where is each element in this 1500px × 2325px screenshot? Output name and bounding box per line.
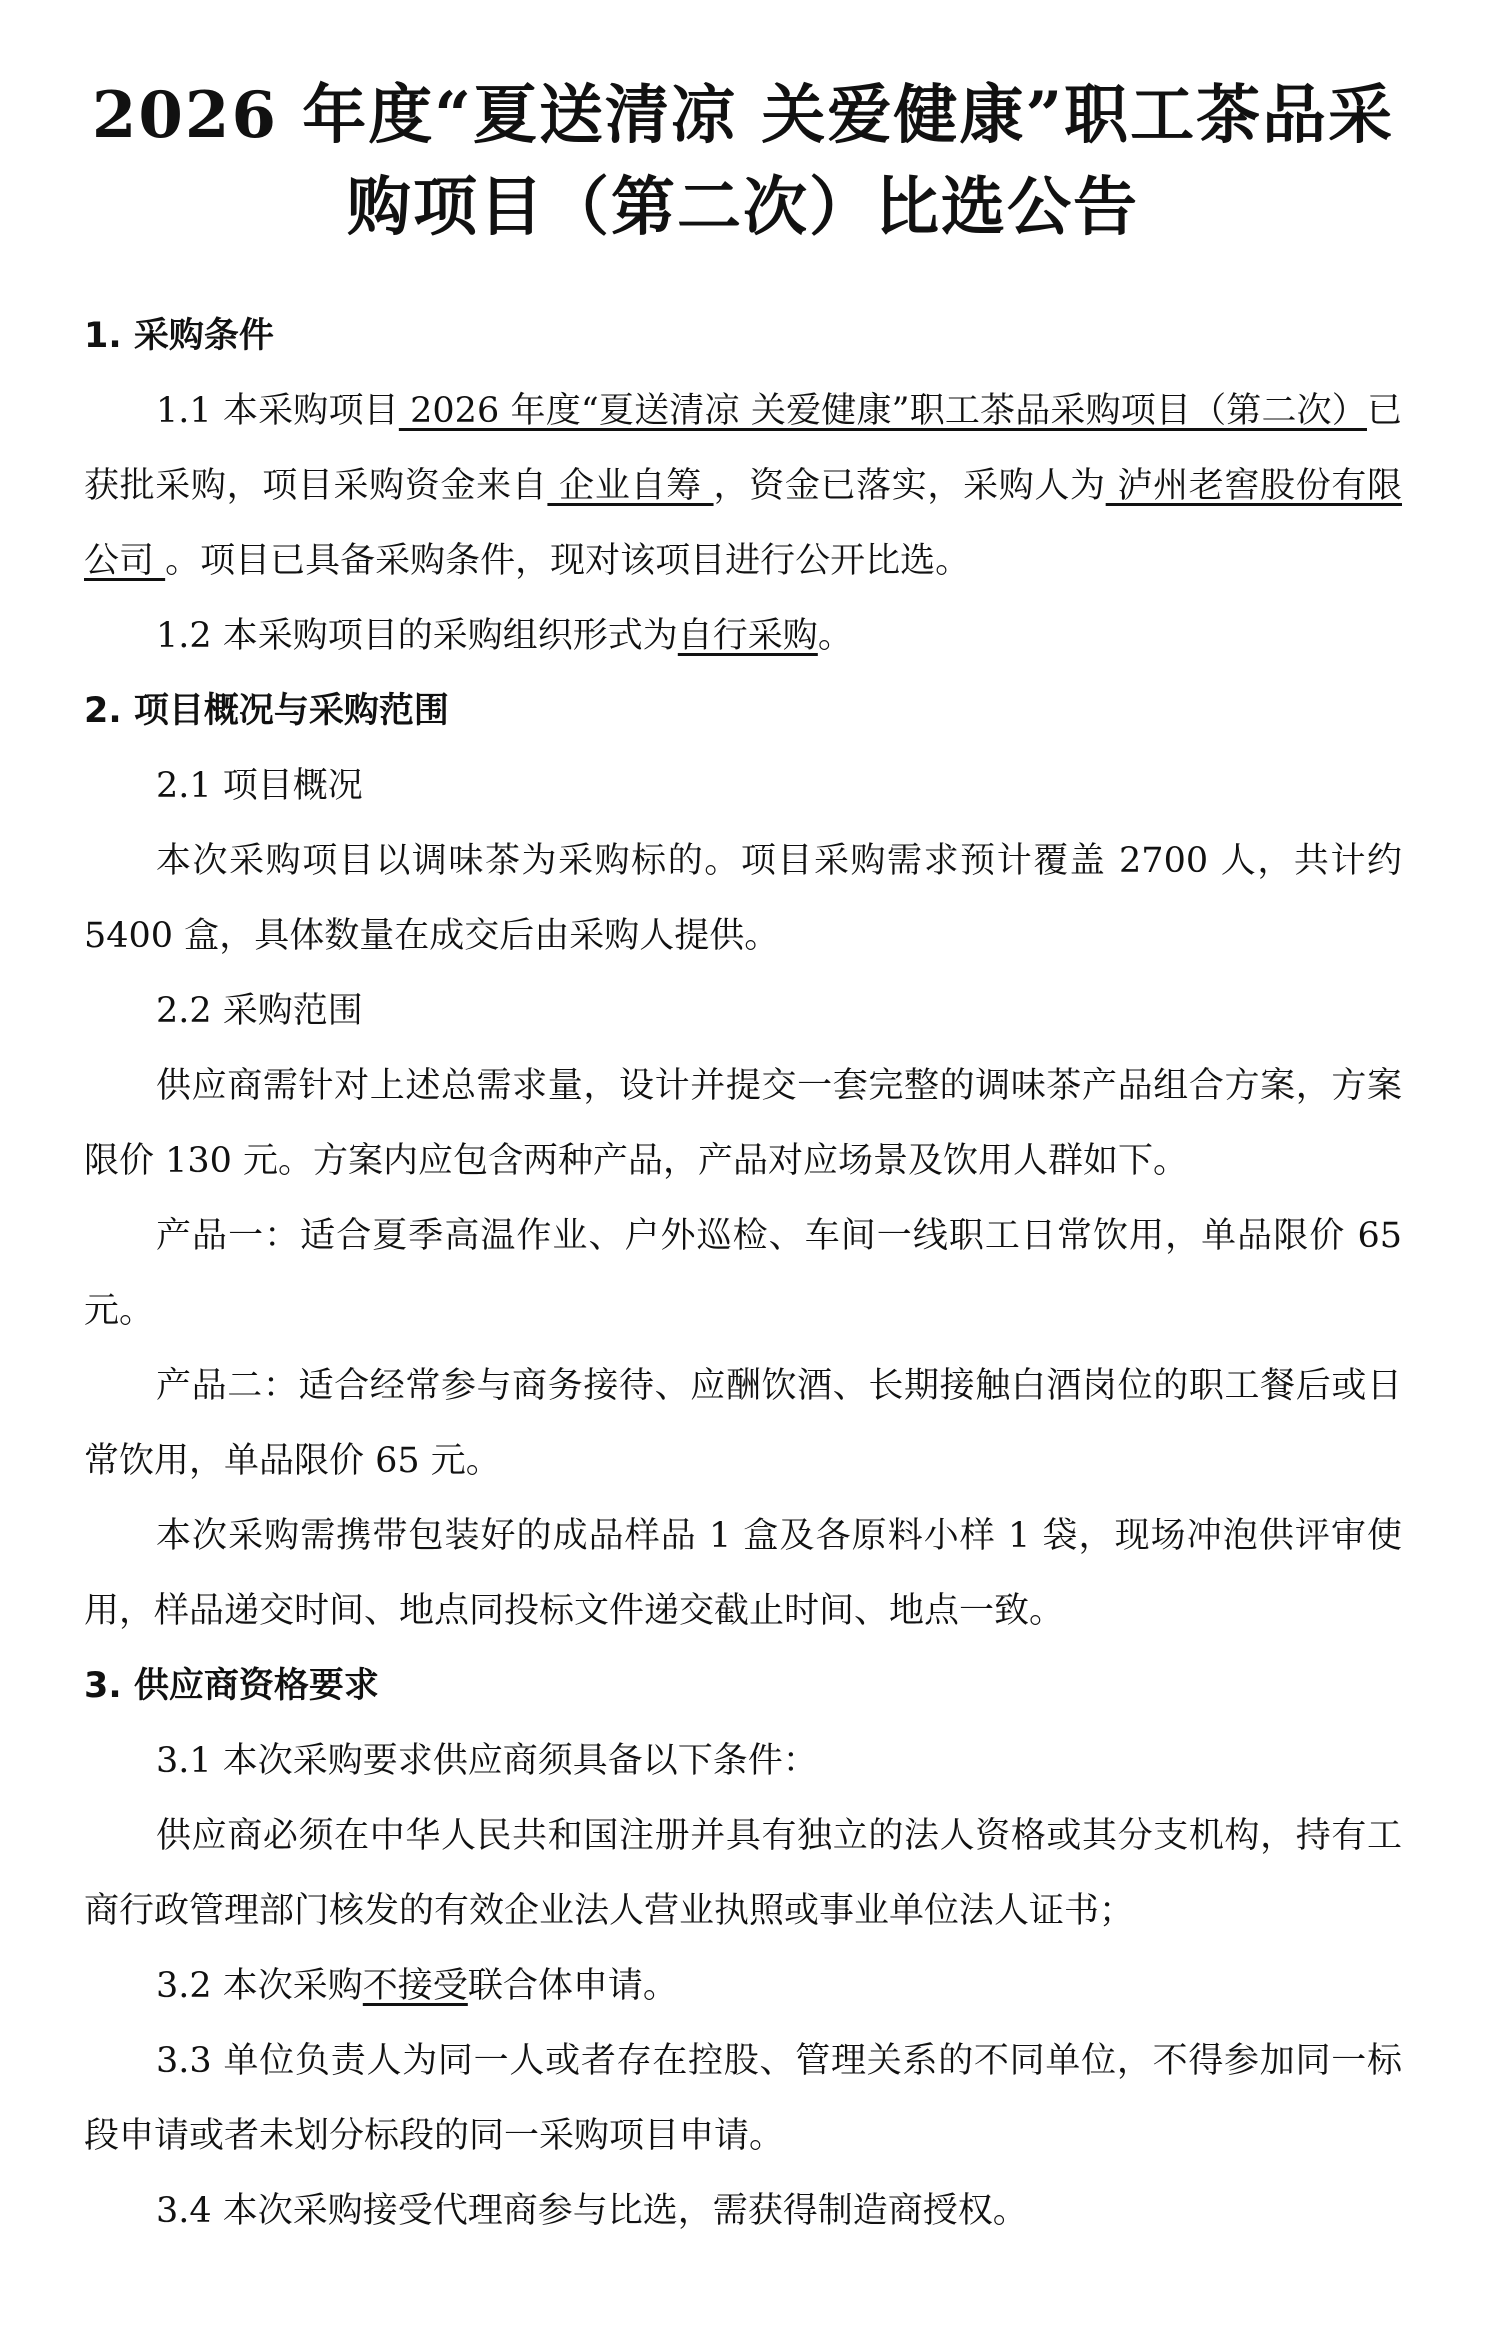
paragraph-3-1-detail: 供应商必须在中华人民共和国注册并具有独立的法人资格或其分支机构，持有工商行政管理部门核发的有效企业法人营业执照或事业单位法人证书； [84, 1816, 1402, 1931]
subsection-2-1: 2.1 项目概况 [156, 766, 363, 806]
text-segment: 。项目已具备采购条件，现对该项目进行公开比选。 [165, 541, 971, 581]
subsection-2-2: 2.2 采购范围 [156, 991, 363, 1031]
title-line-1: 2026 年度“夏送清凉 关爱健康”职工茶品采 [91, 78, 1395, 153]
paragraph-scope: 供应商需针对上述总需求量，设计并提交一套完整的调味茶产品组合方案，方案限价 130 元。方案内应包含两种产品，产品对应场景及饮用人群如下。 [84, 1066, 1402, 1181]
title-line-2: 购项目（第二次）比选公告 [347, 170, 1139, 245]
document-title [84, 70, 1402, 254]
text-segment: 1.1 本采购项目 [156, 391, 399, 431]
text-segment: ，资金已落实，采购人为 [713, 466, 1106, 506]
text-segment: 1.2 本采购项目的采购组织形式为 [156, 616, 678, 656]
buyer-name: 泸州老窖股份有限公司 [84, 466, 1402, 581]
text-segment: 已获批采购，项目采购资金来自 [84, 391, 1402, 506]
paragraph-1-2 [84, 599, 1402, 674]
paragraph-overview: 本次采购项目以调味茶为采购标的。项目采购需求预计覆盖 2700 人，共计约 5400 盒，具体数量在成交后由采购人提供。 [84, 841, 1402, 956]
paragraph-product-1: 产品一：适合夏季高温作业、户外巡检、车间一线职工日常饮用，单品限价 65 元。 [84, 1216, 1402, 1331]
fund-source: 企业自筹 [547, 466, 714, 506]
text-segment: 。 [817, 616, 853, 656]
procurement-form: 自行采购 [677, 616, 818, 656]
paragraph-1-1 [84, 374, 1402, 599]
paragraph-3-3: 3.3 单位负责人为同一人或者存在控股、管理关系的不同单位，不得参加同一标段申请或者未划分标段的同一采购项目申请。 [84, 2041, 1402, 2156]
section-3-heading: 3. 供应商资格要求 [84, 1666, 379, 1706]
section-1-heading: 1. 采购条件 [84, 316, 274, 356]
paragraph-3-2 [84, 1949, 1402, 2024]
paragraph-sample: 本次采购需携带包装好的成品样品 1 盒及各原料小样 1 袋，现场冲泡供评审使用，样品递交时间、地点同投标文件递交截止时间、地点一致。 [84, 1516, 1402, 1631]
paragraph-3-1: 3.1 本次采购要求供应商须具备以下条件： [156, 1741, 818, 1781]
paragraph-product-2: 产品二：适合经常参与商务接待、应酬饮酒、长期接触白酒岗位的职工餐后或日常饮用，单品限价 65 元。 [84, 1366, 1402, 1481]
paragraph-3-4: 3.4 本次采购接受代理商参与比选，需获得制造商授权。 [156, 2191, 1028, 2231]
text-segment: 3.2 本次采购 [156, 1966, 363, 2006]
text-segment: 联合体申请。 [467, 1966, 678, 2006]
consortium-not-accepted: 不接受 [362, 1966, 468, 2006]
section-2-heading: 2. 项目概况与采购范围 [84, 691, 449, 731]
project-name: 2026 年度“夏送清凉 关爱健康”职工茶品采购项目（第二次） [398, 391, 1367, 431]
